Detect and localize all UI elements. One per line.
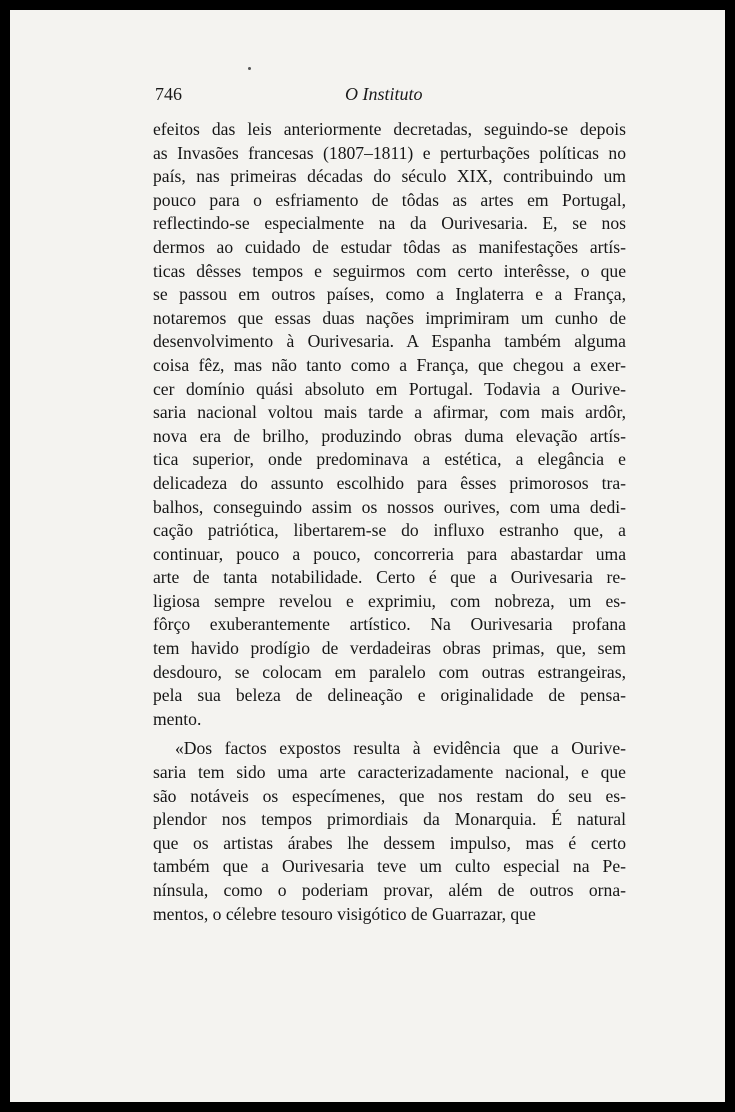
text-line: desdouro, se colocam em paralelo com outras estrangeiras, bbox=[153, 661, 626, 682]
running-title: O Instituto bbox=[345, 84, 423, 104]
text-line: pela sua beleza de delineação e originalidade de pensa- bbox=[153, 685, 626, 706]
text-line: efeitos das leis anteriormente decretadas, seguindo-se depois bbox=[153, 119, 626, 139]
text-line: se passou em outros países, como a Inglaterra e a França, bbox=[153, 284, 626, 305]
text-line: delicadeza do assunto escolhido para êsses primorosos tra- bbox=[153, 472, 626, 493]
text-line: desenvolvimento à Ourivesaria. A Espanha também alguma bbox=[153, 331, 626, 352]
text-line: cer domínio quási absoluto em Portugal. Todavia a Ourive- bbox=[153, 378, 626, 399]
text-line: continuar, pouco a pouco, concorreria para abastardar uma bbox=[153, 543, 626, 564]
text-line: notaremos que essas duas nações imprimiram um cunho de bbox=[153, 307, 626, 328]
text-line: mento. bbox=[153, 708, 202, 729]
page-header bbox=[155, 84, 640, 110]
text-line: «Dos factos expostos resulta à evidência que a Ourive- bbox=[175, 738, 626, 759]
text-line: fôrço exuberantemente artístico. Na Ourivesaria profana bbox=[153, 614, 626, 635]
page-number: 746 bbox=[155, 84, 182, 104]
text-line: país, nas primeiras décadas do século XIX, contribuindo um bbox=[153, 166, 626, 187]
text-line: são notáveis os especímenes, que nos restam do seu es- bbox=[153, 785, 626, 806]
text-line: coisa fêz, mas não tanto como a França, que chegou a exer- bbox=[153, 354, 626, 375]
text-line: tica superior, onde predominava a estética, a elegância e bbox=[153, 449, 626, 470]
text-line: saria nacional voltou mais tarde a afirmar, com mais ardôr, bbox=[153, 402, 626, 423]
text-line: mentos, o célebre tesouro visigótico de Guarrazar, que bbox=[153, 903, 536, 924]
text-line: dermos ao cuidado de estudar tôdas as manifestações artís- bbox=[153, 236, 626, 257]
text-line: que os artistas árabes lhe dessem impulso, mas é certo bbox=[153, 832, 626, 853]
text-line: nova era de brilho, produzindo obras duma elevação artís- bbox=[153, 425, 626, 446]
text-line: ligiosa sempre revelou e exprimiu, com nobreza, um es- bbox=[153, 590, 626, 611]
text-line: balhos, conseguindo assim os nossos ourives, com uma dedi- bbox=[153, 496, 626, 517]
text-line: pouco para o esfriamento de tôdas as artes em Portugal, bbox=[153, 189, 626, 210]
text-line: arte de tanta notabilidade. Certo é que a Ourivesaria re- bbox=[153, 567, 626, 588]
print-speck bbox=[248, 67, 251, 70]
book-page bbox=[10, 10, 725, 1102]
text-line: tem havido prodígio de verdadeiras obras primas, que, sem bbox=[153, 638, 626, 659]
text-line: também que a Ourivesaria teve um culto especial na Pe- bbox=[153, 856, 626, 877]
text-line: saria tem sido uma arte caracterizadamente nacional, e que bbox=[153, 762, 626, 783]
text-line: reflectindo-se especialmente na da Ourivesaria. E, se nos bbox=[153, 213, 626, 234]
text-line: as Invasões francesas (1807–1811) e perturbações políticas no bbox=[153, 142, 626, 163]
text-line: plendor nos tempos primordiais da Monarquia. É natural bbox=[153, 809, 626, 830]
text-line: ticas dêsses tempos e seguirmos com certo interêsse, o que bbox=[153, 260, 626, 281]
body-text bbox=[153, 118, 626, 926]
text-line: nínsula, como o poderiam provar, além de outros orna- bbox=[153, 880, 626, 900]
text-line: cação patriótica, libertarem-se do influxo estranho que, a bbox=[153, 520, 626, 541]
